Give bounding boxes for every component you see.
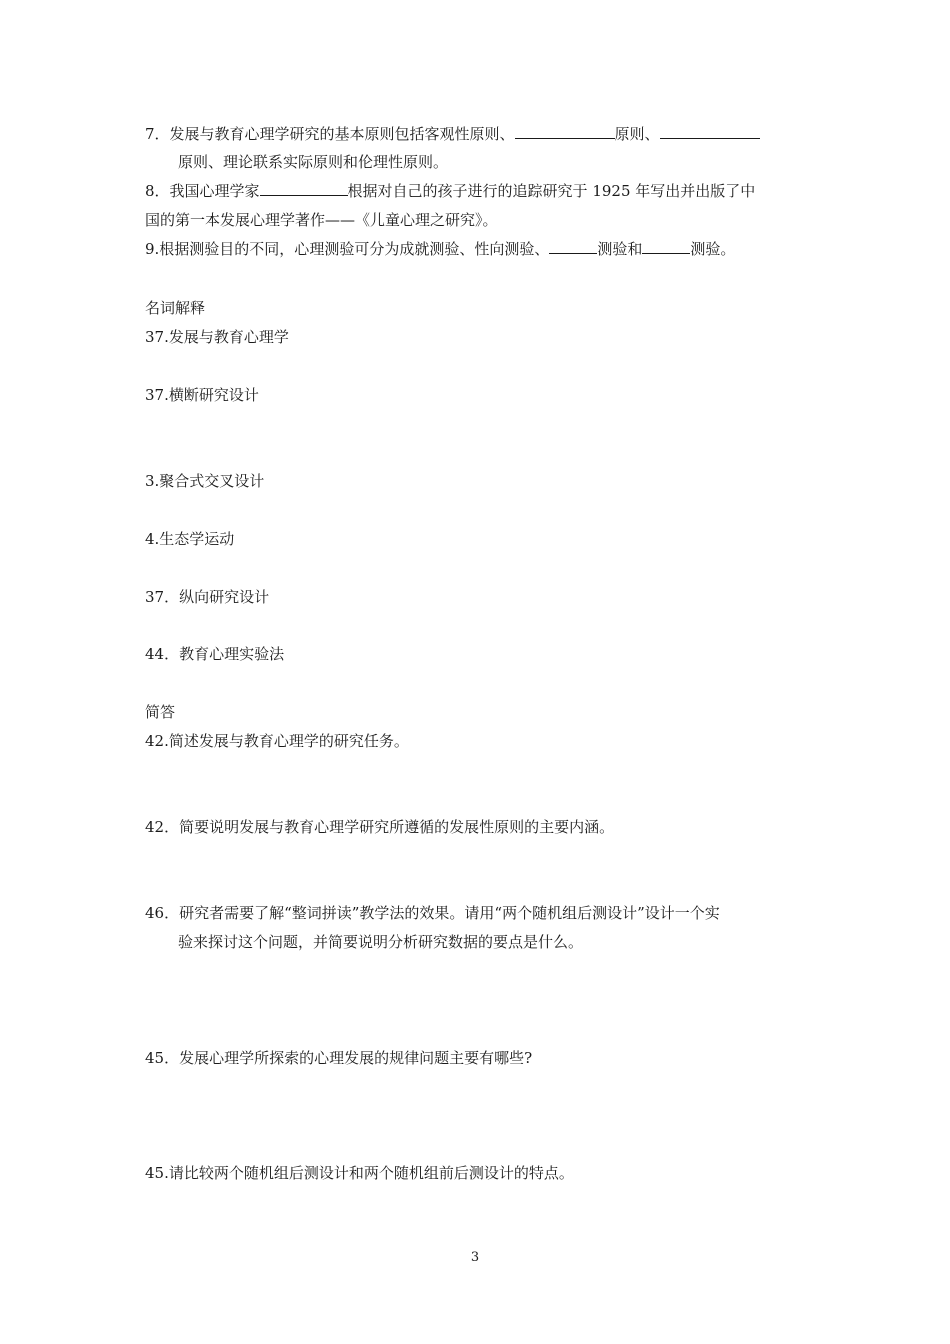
question-9 [145, 238, 735, 260]
question-8-line-1 [145, 180, 755, 202]
answer-blank [549, 238, 597, 254]
term-item: 44．教育心理实验法 [145, 645, 285, 663]
question-7-text-b: 原则、 [614, 125, 660, 143]
term-item: 3.聚合式交叉设计 [145, 472, 265, 490]
question-8-text-b: 根据对自己的孩子进行的追踪研究于 1925 年写出并出版了中 [347, 182, 756, 200]
term-item: 37.发展与教育心理学 [145, 328, 289, 346]
question-9-text-c: 测验。 [690, 240, 736, 258]
answer-blank [515, 123, 615, 139]
short-answer-question: 42.简述发展与教育心理学的研究任务。 [145, 732, 409, 750]
question-7-line-1 [145, 123, 760, 145]
short-answer-question: 45.请比较两个随机组后测设计和两个随机组前后测设计的特点。 [145, 1164, 574, 1182]
terms-heading: 名词解释 [145, 299, 206, 317]
term-item: 37．纵向研究设计 [145, 588, 270, 606]
question-8-text-a: 8．我国心理学家 [145, 182, 260, 200]
short-answer-question: 42．简要说明发展与教育心理学研究所遵循的发展性原则的主要内涵。 [145, 818, 615, 836]
question-7-line-2: 原则、理论联系实际原则和伦理性原则。 [178, 153, 449, 171]
question-9-text-b: 测验和 [597, 240, 643, 258]
question-9-text-a: 9.根据测验目的不同，心理测验可分为成就测验、性向测验、 [145, 240, 550, 258]
short-answer-question: 45．发展心理学所探索的心理发展的规律问题主要有哪些? [145, 1049, 533, 1067]
term-item: 37.横断研究设计 [145, 386, 259, 404]
answer-blank [642, 238, 690, 254]
short-answer-heading: 简答 [145, 703, 176, 721]
answer-blank [660, 123, 760, 139]
question-7-text-a: 7．发展与教育心理学研究的基本原则包括客观性原则、 [145, 125, 515, 143]
question-8-line-2: 国的第一本发展心理学著作——《儿童心理之研究》。 [145, 211, 498, 229]
page-number: 3 [470, 1250, 480, 1265]
term-item: 4.生态学运动 [145, 530, 235, 548]
short-answer-question-line-2: 验来探讨这个问题，并简要说明分析研究数据的要点是什么。 [178, 933, 584, 951]
answer-blank [260, 180, 348, 196]
short-answer-question-line-1: 46．研究者需要了解“整词拼读”教学法的效果。请用“两个随机组后测设计”设计一个实 [145, 904, 720, 922]
